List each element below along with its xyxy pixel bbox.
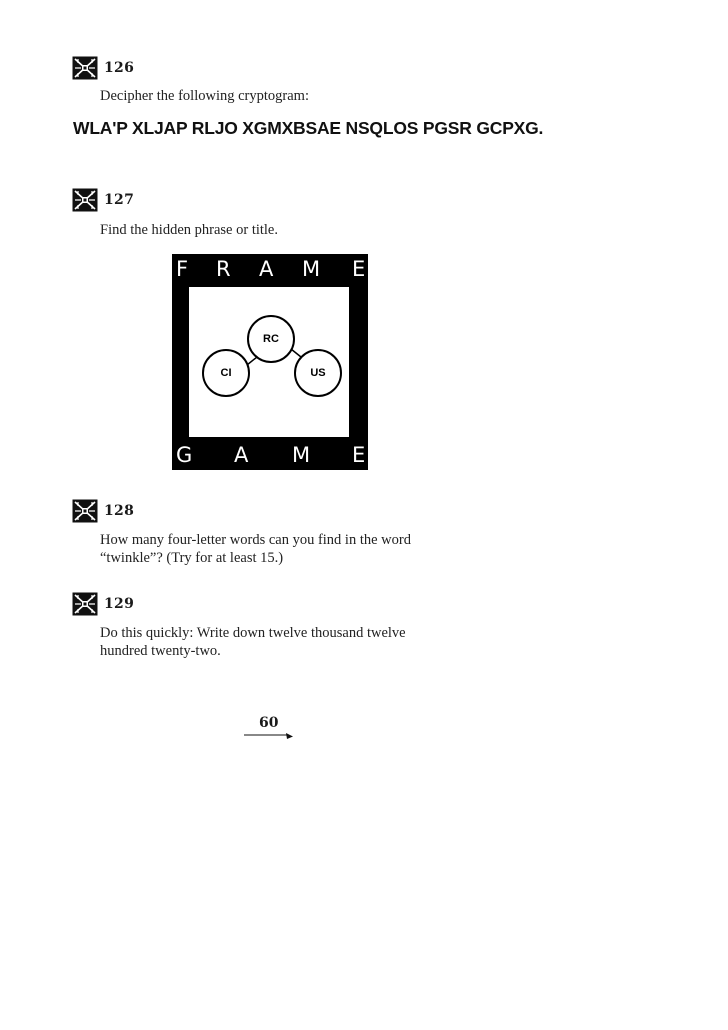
maze-icon <box>72 592 98 616</box>
frame-inner-area <box>189 287 349 437</box>
puzzle-number: 129 <box>104 596 135 612</box>
page-number: 60 <box>259 715 279 731</box>
circle-rc: RC <box>247 315 295 363</box>
puzzle-number: 128 <box>104 503 135 519</box>
puzzle-number: 126 <box>104 60 135 76</box>
frame-top-letter: E <box>352 257 366 281</box>
maze-icon <box>72 188 98 212</box>
cryptogram-text: WLA'P XLJAP RLJO XGMXBSAE NSQLOS PGSR GCPXG. <box>73 118 544 138</box>
frame-top-letter: M <box>302 257 321 281</box>
frame-top-letter: R <box>216 257 231 281</box>
page-number-rule <box>244 732 296 740</box>
puzzle-prompt-line: “twinkle”? (Try for at least 15.) <box>100 550 284 566</box>
puzzle-127-header <box>72 188 134 212</box>
frame-bottom-letter: G <box>176 443 193 467</box>
frame-bottom-letter: E <box>352 443 366 467</box>
frame-bottom-letter: A <box>234 443 249 467</box>
puzzle-prompt-line: Do this quickly: Write down twelve thousand twelve <box>100 625 406 641</box>
puzzle-prompt: Decipher the following cryptogram: <box>100 88 309 104</box>
frame-bottom-letter: M <box>292 443 311 467</box>
frame-game-puzzle <box>172 254 368 470</box>
puzzle-prompt-line: hundred twenty-two. <box>100 643 221 659</box>
puzzle-number: 127 <box>104 192 135 208</box>
puzzle-128-header <box>72 499 134 523</box>
maze-icon <box>72 499 98 523</box>
puzzle-prompt-line: How many four-letter words can you find in the word <box>100 532 411 548</box>
puzzle-126-header <box>72 56 134 80</box>
circle-ci: CI <box>202 349 250 397</box>
frame-top-letter: A <box>259 257 274 281</box>
frame-top-letter: F <box>176 257 189 281</box>
puzzle-prompt: Find the hidden phrase or title. <box>100 222 278 238</box>
maze-icon <box>72 56 98 80</box>
puzzle-129-header <box>72 592 134 616</box>
circle-us: US <box>294 349 342 397</box>
